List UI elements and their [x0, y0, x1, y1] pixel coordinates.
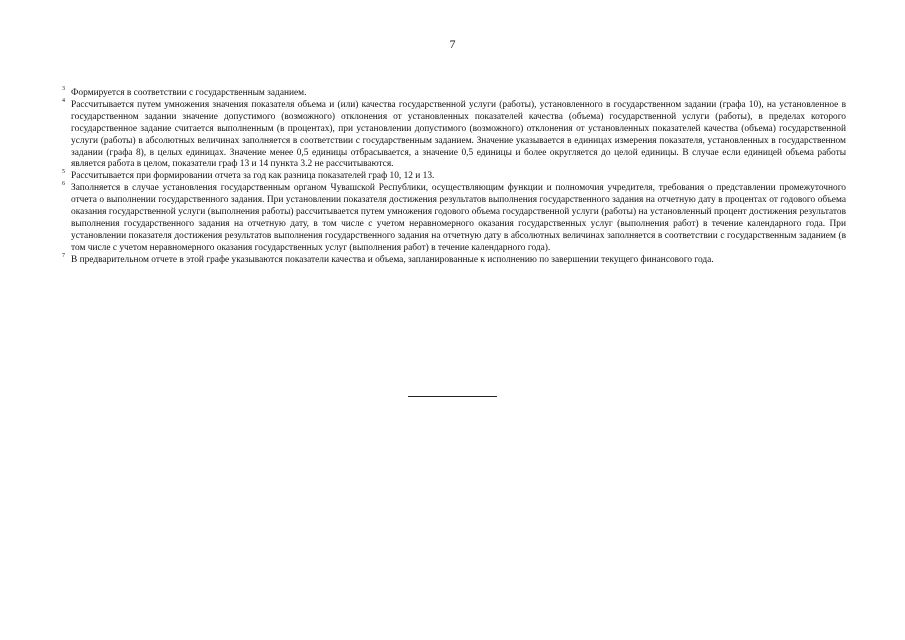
footnote-mark: 5 — [62, 169, 65, 176]
footnote-mark: 7 — [62, 252, 65, 259]
footnote-mark: 6 — [62, 181, 65, 188]
footnote-6 — [62, 183, 846, 254]
footnote-text: Формируется в соответствии с государственным заданием. — [71, 88, 307, 98]
footnote-4 — [62, 97, 846, 171]
footnote-mark: 3 — [62, 86, 65, 92]
footnote-text: Рассчитывается путем умножения значения показателя объема и (или) качества государственной услуги (работы), установленного в государственном задании (графа 10), на установленное в государственном задании значение допустимого (возможного) отклонения от установленных показателей качества (объема) государственной услуги (работы), в пределах которого государственное задание считается выполненным (в процентах), при установлении допустимого (возможного) отклонения от установленных показателей качества (объема) государственной услуги (работы) в абсолютных величинах заполняется в соответствии с государственным заданием. Значение указывается в единицах измерения показателя, установленных в государственном задании (графа 8), в целых единицах. Значение менее 0,5 единицы отбрасывается, а значение 0,5 единицы и более округляется до целой единицы. В случае если единицей объема работы является работа в целом, показатели граф 13 и 14 пункта 3.2 не рассчитываются. — [71, 99, 846, 170]
footnote-3 — [62, 88, 846, 100]
footnote-text: Рассчитывается при формировании отчета за год как разница показателей граф 10, 12 и 13. — [71, 171, 435, 182]
footnotes-block — [62, 88, 846, 267]
footnote-7 — [62, 252, 846, 267]
footnote-5 — [62, 171, 846, 183]
end-separator-line — [408, 396, 497, 397]
page-number: 7 — [449, 37, 456, 51]
footnote-mark: 4 — [62, 97, 65, 104]
footnote-text: Заполняется в случае установления государственным органом Чувашской Республики, осуществляющим функции и полномочия учредителя, требования о представлении промежуточного отчета о выполнении государственного задания. При установлении показателя достижения результатов выполнения государственного задания на отчетную дату в процентах от годового объема оказания государственной услуги (выполнения работы) рассчитывается путем умножения годового объема государственной услуги (работы) на установленный процент достижения результатов выполнения государственного задания на отчетную дату, в том числе с учетом неравномерного оказания государственных услуг (выполнения работ) в течение календарного года. При установлении показателя достижения результатов выполнения государственного задания на отчетную дату в абсолютных величинах заполняется в соответствии с государственным заданием (в том числе с учетом неравномерного оказания государственных услуг (выполнения работ) в течение календарного года). — [71, 183, 846, 253]
footnote-text: В предварительном отчете в этой графе указываются показатели качества и объема, запланированные к исполнению по завершении текущего финансового года. — [71, 254, 714, 265]
